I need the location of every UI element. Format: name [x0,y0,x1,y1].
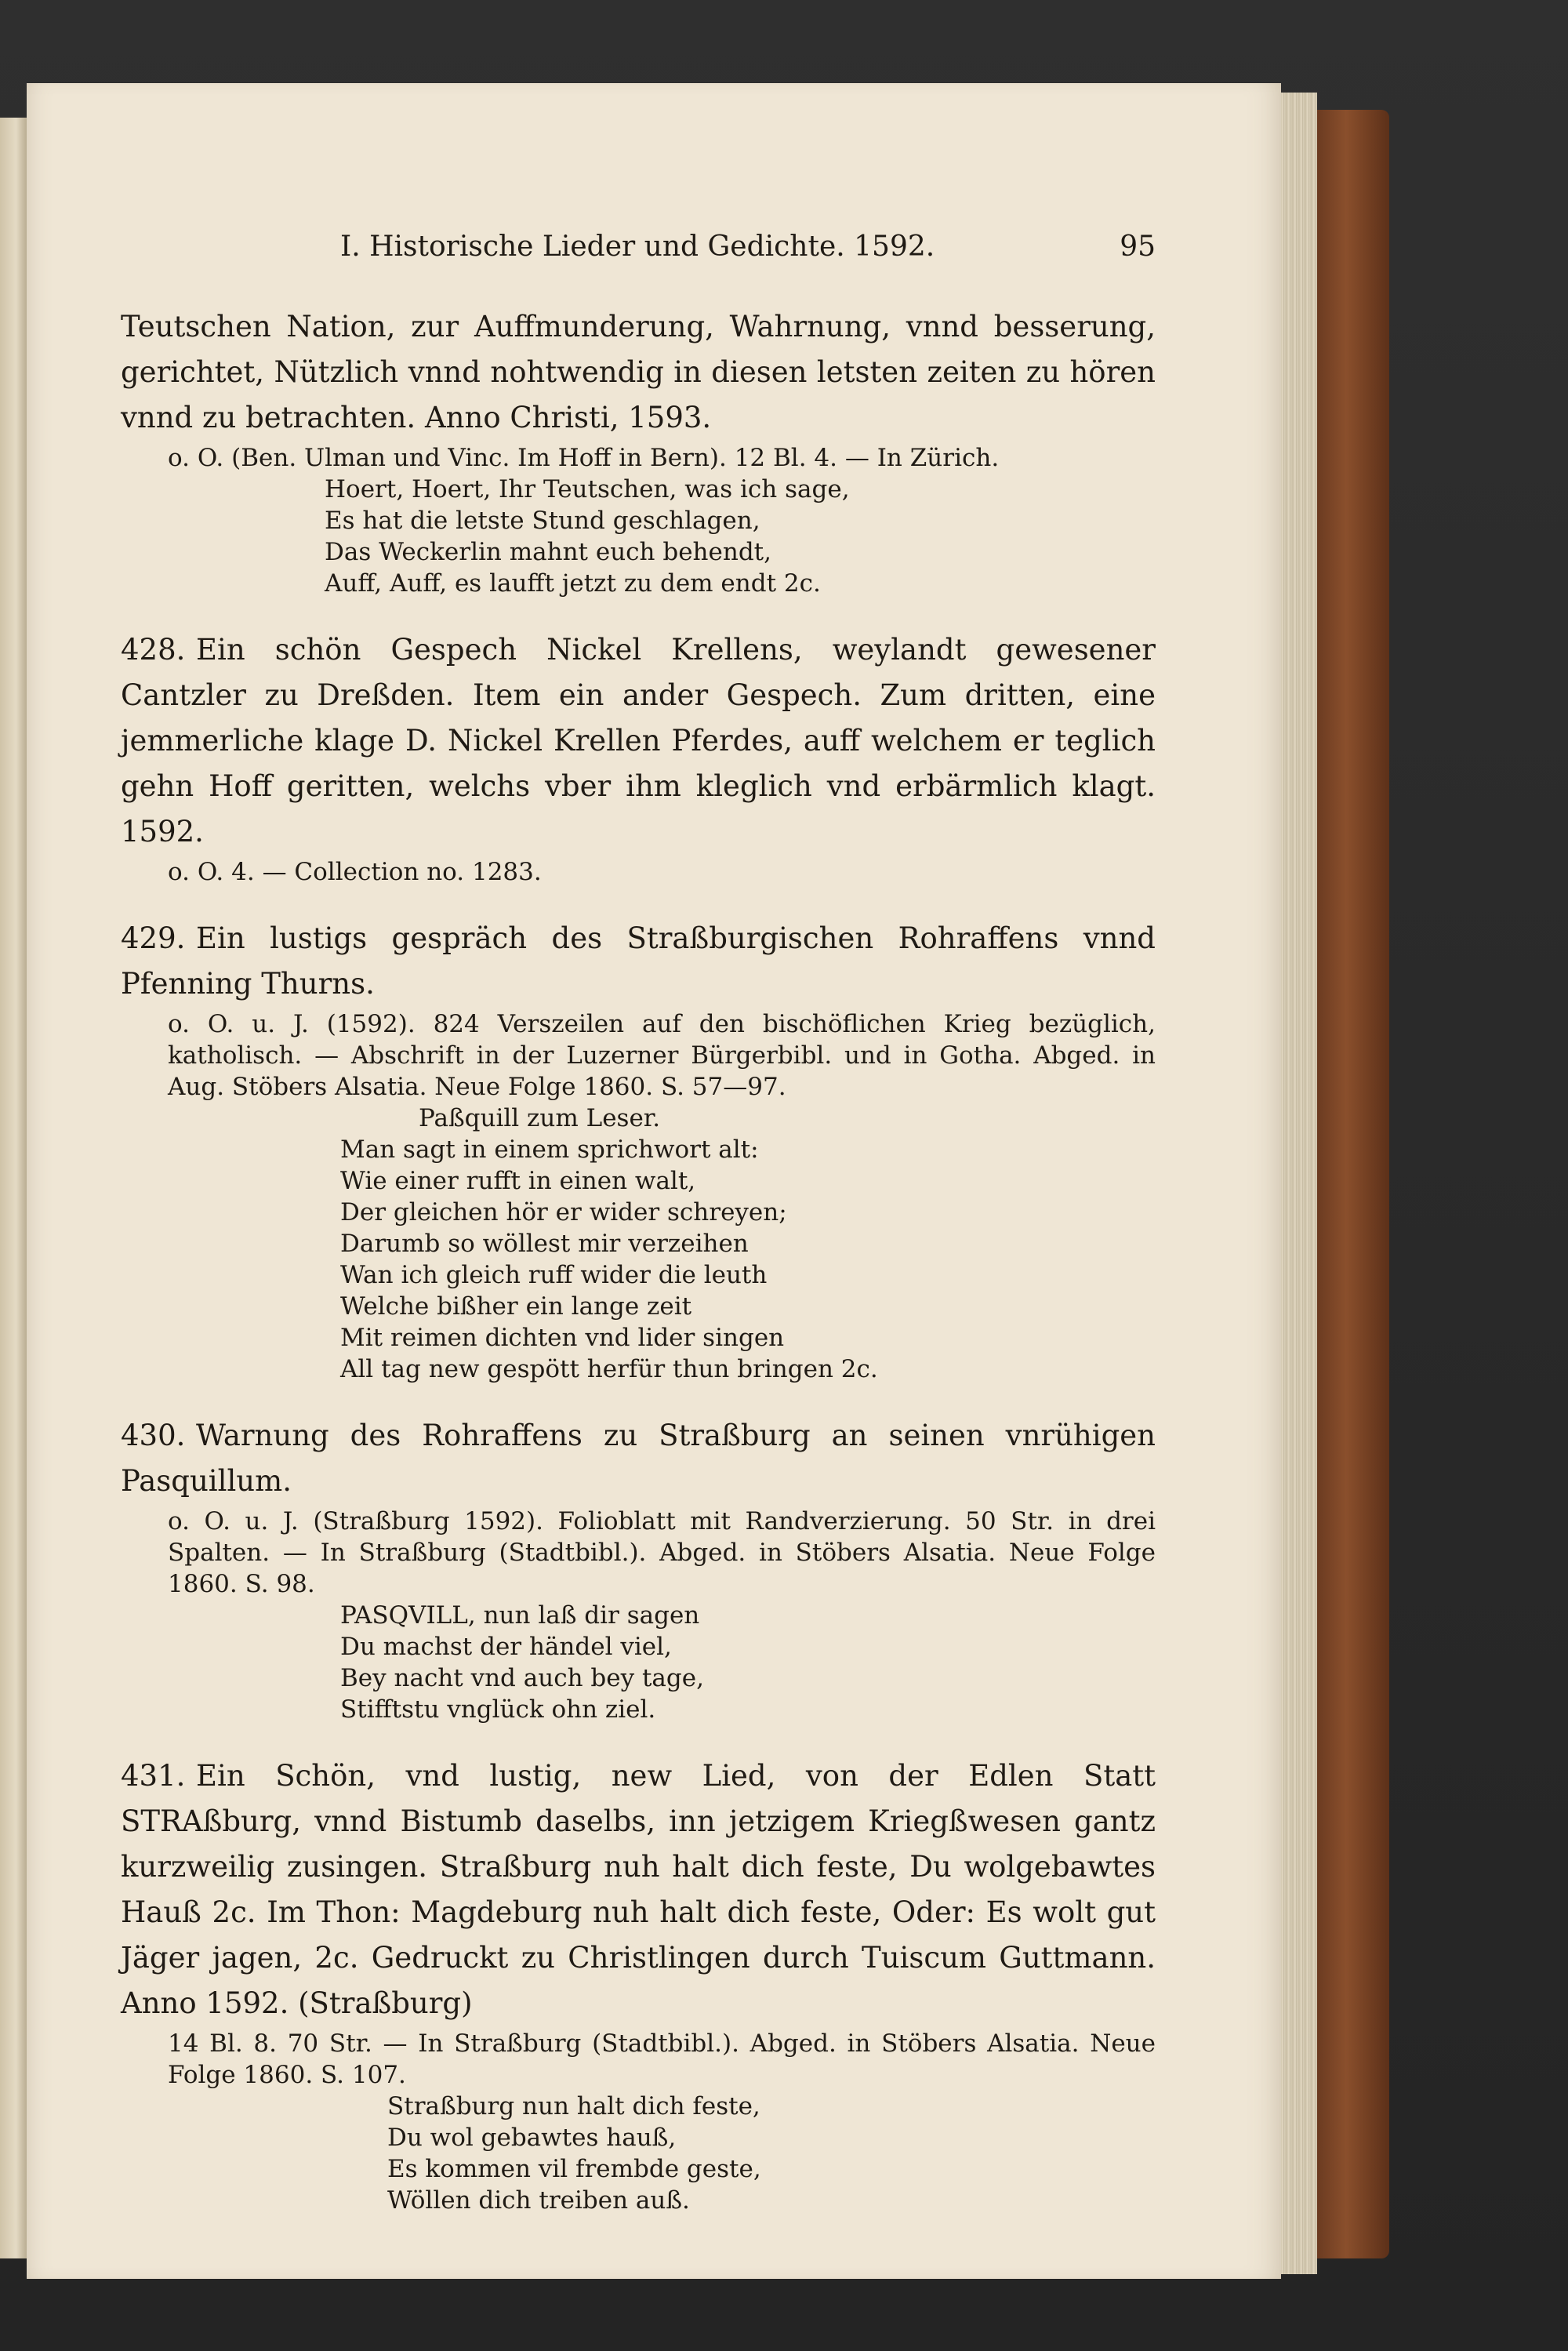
verse-line: PASQVILL, nun laß dir sagen [340,1601,700,1630]
intro-text: Teutschen Nation, zur Auffmunderung, Wahrnung, vnnd besserung, gerichtet, Nützlich vnnd nohtwendig in diesen letsten zeiten zu hören vnnd zu betrachten. Anno Christi, 1593. [121,310,1156,434]
verse-line: Hoert, Hoert, Ihr Teutschen, was ich sage, [325,475,850,503]
entry-429 [121,916,1156,1385]
entry-number: 430. [121,1419,186,1452]
entry-source: 14 Bl. 8. 70 Str. — In Straßburg (Stadtbibl.). Abged. in Stöbers Alsatia. Neue Folge 1860. S. 107. [168,2029,1156,2089]
entry-number: 429. [121,921,186,955]
previous-page-edge [0,118,27,2258]
verse-line: Welche bißher ein lange zeit [340,1292,692,1321]
entry-title: Ein lustigs gespräch des Straßburgischen Rohraffens vnnd Pfenning Thurns. [121,921,1156,1001]
running-header [121,224,1156,270]
verse-line: Du machst der händel viel, [340,1633,672,1661]
verse-line: All tag new gespött herfür thun bringen 2c. [340,1355,878,1383]
verse-line: Straßburg nun halt dich feste, [387,2092,760,2120]
entry-428 [121,627,1156,888]
entry-430 [121,1413,1156,1725]
intro-verse [121,474,1156,599]
page-number: 95 [1120,231,1156,263]
entry-number: 428. [121,633,186,667]
entry-source: o. O. u. J. (Straßburg 1592). Folioblatt mit Randverzierung. 50 Str. in drei Spalten. — In Straßburg (Stadtbibl.). Abged. in Stöbers Alsatia. Neue Folge 1860. S. 98. [168,1507,1156,1598]
entry-source: o. O. 4. — Collection no. 1283. [168,858,542,886]
verse-line: Wan ich gleich ruff wider die leuth [340,1261,768,1289]
entry-title: Ein schön Gespech Nickel Krellens, weylandt gewesener Cantzler zu Dreßden. Item ein ander Gespech. Zum dritten, eine jemmerliche klage D. Nickel Krellen Pferdes, auff welchem er teglich gehn Hoff geritten, welchs vber ihm kleglich vnd erbärmlich klagt. 1592. [121,633,1156,848]
entry-source: o. O. u. J. (1592). 824 Verszeilen auf den bischöflichen Krieg bezüglich, katholisch. — Abschrift in der Luzerner Bürgerbibl. und in Gotha. Abged. in Aug. Stöbers Alsatia. Neue Folge 1860. S. 57—97. [168,1010,1156,1101]
verse-title: Paßquill zum Leser. [419,1104,661,1132]
verse-line: Stifftstu vnglück ohn ziel. [340,1695,656,1724]
entry-number: 431. [121,1759,186,1793]
entry-title: Ein Schön, vnd lustig, new Lied, von der Edlen Statt STRAßburg, vnnd Bistumb daselbs, inn jetzigem Kriegßwesen gantz kurzweilig zusingen. Straßburg nuh halt dich feste, Du wolgebawtes Hauß 2c. Im Thon: Magdeburg nuh halt dich feste, Oder: Es wolt gut Jäger jagen, 2c. Gedruckt zu Christlingen durch Tuiscum Guttmann. Anno 1592. (Straßburg) [121,1759,1156,2020]
verse-line: Es hat die letste Stund geschlagen, [325,507,760,535]
entry-431 [121,1753,1156,2216]
verse-line: Du wol gebawtes hauß, [387,2124,677,2152]
entry-verse [121,1134,1156,1385]
running-title: I. Historische Lieder und Gedichte. 1592. [340,231,935,263]
entry-verse [121,2091,1156,2216]
verse-line: Man sagt in einem sprichwort alt: [340,1136,759,1164]
page-content [121,224,1156,2216]
entry-title: Warnung des Rohraffens zu Straßburg an seinen vnrühigen Pasquillum. [121,1419,1156,1498]
verse-line: Darumb so wöllest mir verzeihen [340,1230,749,1258]
verse-line: Das Weckerlin mahnt euch behendt, [325,538,771,566]
intro-source: o. O. (Ben. Ulman und Vinc. Im Hoff in Bern). 12 Bl. 4. — In Zürich. [168,444,1000,472]
verse-line: Wöllen dich treiben auß. [387,2186,690,2215]
verse-line: Wie einer rufft in einen walt, [340,1167,696,1195]
verse-line: Es kommen vil frembde geste, [387,2155,761,2183]
book-cover-edge [1317,110,1389,2258]
entry-verse [121,1600,1156,1725]
verse-line: Der gleichen hör er wider schreyen; [340,1198,787,1226]
verse-line: Auff, Auff, es laufft jetzt zu dem endt 2c. [325,569,821,598]
book-page [27,83,1281,2279]
verse-line: Bey nacht vnd auch bey tage, [340,1664,704,1692]
verse-line: Mit reimen dichten vnd lider singen [340,1324,785,1352]
